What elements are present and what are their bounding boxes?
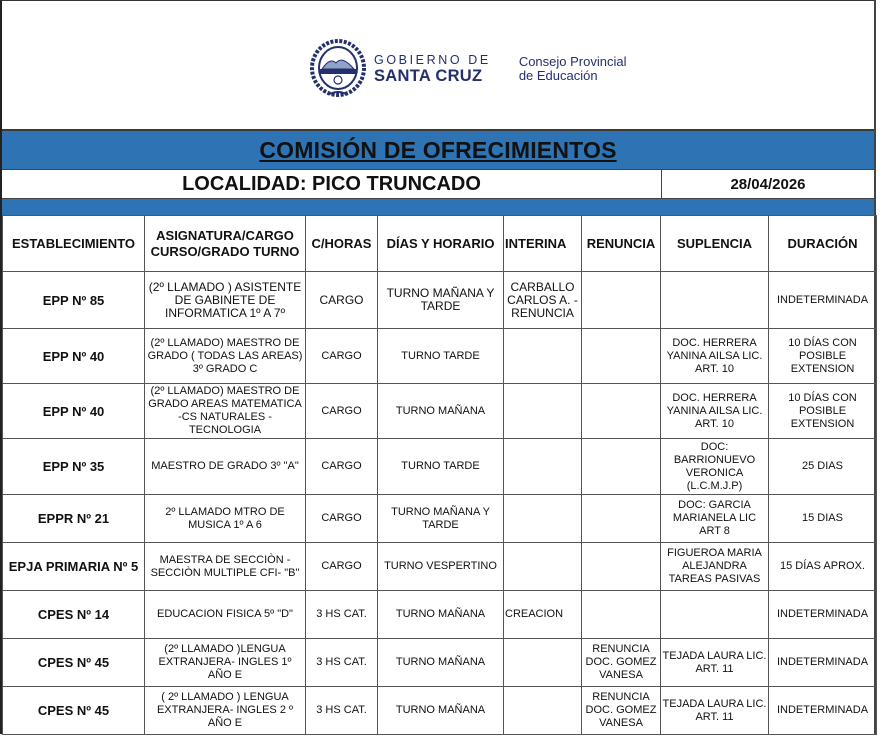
column-header-suplencia: SUPLENCIA	[661, 216, 769, 272]
cell-asignatura: (2º LLAMADO) MAESTRO DE GRADO AREAS MATEMATICA -CS NATURALES -TECNOLOGIA	[145, 384, 306, 439]
cell-duracion: 15 DIAS	[769, 495, 877, 543]
cell-renuncia	[582, 384, 661, 439]
table-row	[3, 384, 877, 439]
cell-horas: 3 HS CAT.	[306, 687, 378, 735]
cell-asignatura: 2º LLAMADO MTRO DE MUSICA 1º A 6	[145, 495, 306, 543]
title-bar	[2, 129, 874, 169]
column-header-establecimiento: ESTABLECIMIENTO	[3, 216, 145, 272]
offers-table	[2, 215, 877, 735]
cell-horario: TURNO TARDE	[378, 439, 504, 495]
table-row	[3, 439, 877, 495]
cell-establecimiento: CPES Nº 45	[3, 639, 145, 687]
cell-interina	[504, 543, 582, 591]
cell-horas: CARGO	[306, 495, 378, 543]
org-line2: de Educación	[518, 68, 598, 83]
cell-asignatura: ( 2º LLAMADO ) LENGUA EXTRANJERA- INGLES 2 º AÑO E	[145, 687, 306, 735]
cell-suplencia: FIGUEROA MARIA ALEJANDRA TAREAS PASIVAS	[661, 543, 769, 591]
cell-establecimiento: EPP Nº 35	[3, 439, 145, 495]
table-row	[3, 687, 877, 735]
cell-horas: CARGO	[306, 543, 378, 591]
document-header	[2, 1, 874, 129]
cell-asignatura: MAESTRA DE SECCIÒN - SECCIÒN MULTIPLE CFI- "B"	[145, 543, 306, 591]
cell-asignatura: MAESTRO DE GRADO 3º "A"	[145, 439, 306, 495]
cell-horario: TURNO MAÑANA Y TARDE	[378, 495, 504, 543]
org-line1: Consejo Provincial	[518, 54, 627, 69]
wordmark-line1: GOBIERNO DE	[374, 52, 491, 67]
coat-of-arms-icon	[308, 39, 368, 99]
table-row	[3, 543, 877, 591]
cell-asignatura: (2º LLAMADO )LENGUA EXTRANJERA- INGLES 1º AÑO E	[145, 639, 306, 687]
table-header-row	[3, 216, 877, 272]
cell-suplencia: TEJADA LAURA LIC. ART. 11	[661, 639, 769, 687]
cell-renuncia	[582, 329, 661, 384]
cell-suplencia: DOC: BARRIONUEVO VERONICA (L.C.M.J.P)	[661, 439, 769, 495]
column-header-horario: DÍAS Y HORARIO	[378, 216, 504, 272]
cell-suplencia	[661, 272, 769, 329]
cell-asignatura: EDUCACION FISICA 5º "D"	[145, 591, 306, 639]
table-row	[3, 329, 877, 384]
cell-establecimiento: EPPR Nº 21	[3, 495, 145, 543]
cell-horario: TURNO VESPERTINO	[378, 543, 504, 591]
cell-renuncia: RENUNCIA DOC. GOMEZ VANESA	[582, 687, 661, 735]
separator-bar	[2, 199, 874, 215]
cell-renuncia	[582, 543, 661, 591]
table-row	[3, 591, 877, 639]
cell-horario: TURNO MAÑANA	[378, 384, 504, 439]
cell-establecimiento: CPES Nº 14	[3, 591, 145, 639]
cell-duracion: INDETERMINADA	[769, 687, 877, 735]
page-title: COMISIÓN DE OFRECIMIENTOS	[259, 136, 617, 163]
cell-suplencia: DOC: GARCIA MARIANELA LIC ART 8	[661, 495, 769, 543]
table-row	[3, 639, 877, 687]
cell-interina: CARBALLO CARLOS A. -RENUNCIA	[504, 272, 582, 329]
cell-asignatura: (2º LLAMADO ) ASISTENTE DE GABINETE DE INFORMATICA 1º A 7º	[145, 272, 306, 329]
locality-label: LOCALIDAD: PICO TRUNCADO	[2, 170, 662, 198]
table-row	[3, 272, 877, 329]
cell-duracion: INDETERMINADA	[769, 639, 877, 687]
logo-group	[308, 39, 626, 99]
column-header-interina: INTERINA	[504, 216, 582, 272]
cell-horario: TURNO MAÑANA	[378, 687, 504, 735]
cell-interina	[504, 687, 582, 735]
cell-establecimiento: EPP Nº 85	[3, 272, 145, 329]
column-header-renuncia: RENUNCIA	[582, 216, 661, 272]
cell-horario: TURNO MAÑANA Y TARDE	[378, 272, 504, 329]
cell-duracion: 25 DIAS	[769, 439, 877, 495]
cell-horas: CARGO	[306, 272, 378, 329]
cell-asignatura: (2º LLAMADO) MAESTRO DE GRADO ( TODAS LAS AREAS) 3º GRADO C	[145, 329, 306, 384]
cell-establecimiento: EPJA PRIMARIA Nº 5	[3, 543, 145, 591]
column-header-horas: C/HORAS	[306, 216, 378, 272]
cell-interina	[504, 384, 582, 439]
cell-interina	[504, 439, 582, 495]
cell-duracion: 10 DÍAS CON POSIBLE EXTENSION	[769, 384, 877, 439]
cell-renuncia	[582, 439, 661, 495]
cell-horas: CARGO	[306, 384, 378, 439]
cell-duracion: 15 DÍAS APROX.	[769, 543, 877, 591]
organization-name	[519, 55, 627, 83]
cell-duracion: INDETERMINADA	[769, 272, 877, 329]
cell-interina: CREACION	[504, 591, 582, 639]
locality-row	[2, 169, 874, 199]
cell-horas: CARGO	[306, 439, 378, 495]
cell-establecimiento: EPP Nº 40	[3, 329, 145, 384]
column-header-duracion: DURACIÓN	[769, 216, 877, 272]
cell-suplencia	[661, 591, 769, 639]
cell-suplencia: TEJADA LAURA LIC. ART. 11	[661, 687, 769, 735]
cell-establecimiento: EPP Nº 40	[3, 384, 145, 439]
cell-renuncia	[582, 272, 661, 329]
cell-interina	[504, 495, 582, 543]
cell-interina	[504, 329, 582, 384]
cell-renuncia	[582, 495, 661, 543]
cell-duracion: 10 DÍAS CON POSIBLE EXTENSION	[769, 329, 877, 384]
cell-horario: TURNO MAÑANA	[378, 591, 504, 639]
cell-renuncia	[582, 591, 661, 639]
cell-suplencia: DOC. HERRERA YANINA AILSA LIC. ART. 10	[661, 329, 769, 384]
table-row	[3, 495, 877, 543]
cell-interina	[504, 639, 582, 687]
cell-horas: 3 HS CAT.	[306, 591, 378, 639]
cell-suplencia: DOC. HERRERA YANINA AILSA LIC. ART. 10	[661, 384, 769, 439]
cell-renuncia: RENUNCIA DOC. GOMEZ VANESA	[582, 639, 661, 687]
column-header-asignatura: ASIGNATURA/CARGO CURSO/GRADO TURNO	[145, 216, 306, 272]
cell-duracion: INDETERMINADA	[769, 591, 877, 639]
cell-horas: CARGO	[306, 329, 378, 384]
cell-horario: TURNO TARDE	[378, 329, 504, 384]
government-wordmark	[374, 54, 491, 85]
wordmark-line2: SANTA CRUZ	[374, 67, 483, 85]
cell-establecimiento: CPES Nº 45	[3, 687, 145, 735]
cell-horas: 3 HS CAT.	[306, 639, 378, 687]
date-label: 28/04/2026	[730, 175, 806, 193]
cell-horario: TURNO MAÑANA	[378, 639, 504, 687]
